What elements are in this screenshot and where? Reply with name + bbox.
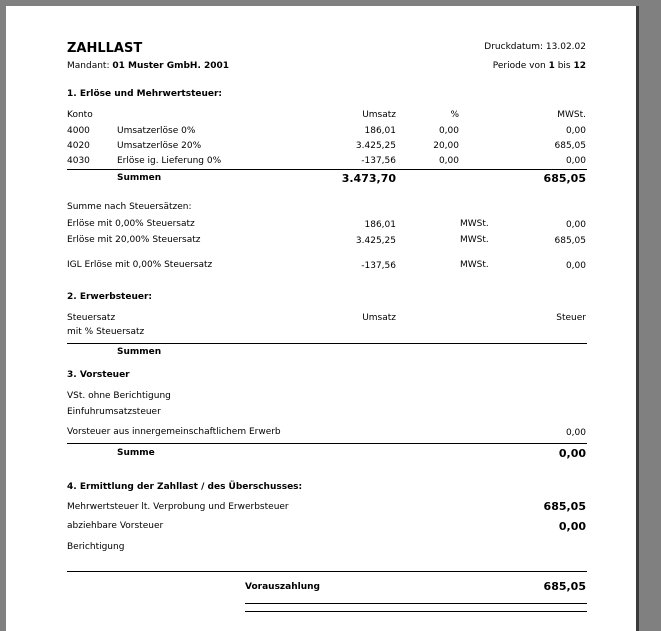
sum-value: 0,00 — [558, 447, 586, 460]
section4-title: 4. Ermittlung der Zahllast / des Überschusses: — [67, 482, 303, 492]
period-mid: bis — [554, 61, 574, 71]
col-pct: % — [450, 110, 459, 120]
rate-label: Erlöse mit 0,00% Steuersatz — [67, 219, 195, 229]
rate-mwst: 0,00 — [565, 220, 586, 230]
col-umsatz: Umsatz — [362, 313, 396, 323]
section1-title: 1. Erlöse und Mehrwertsteuer: — [67, 89, 223, 99]
divider — [67, 571, 587, 572]
row-konto: 4000 — [67, 126, 90, 136]
row-mwst: 0,00 — [565, 156, 586, 166]
row-umsatz: 3.425,25 — [355, 141, 396, 151]
period-from: 1 — [548, 61, 555, 71]
ig-vst-line: Vorsteuer aus innergemeinschaftlichem Erwerb — [67, 427, 281, 437]
report-page — [6, 6, 636, 631]
row-umsatz: 186,01 — [364, 126, 396, 136]
col-konto: Konto — [67, 110, 93, 120]
col-rate2: mit % Steuersatz — [67, 327, 145, 337]
sum-label: Summe — [117, 448, 155, 458]
rates-title: Summe nach Steuersätzen: — [67, 202, 192, 212]
rate-tag: MWSt. — [460, 219, 489, 229]
sum-label: Summen — [117, 173, 162, 183]
period-label: Periode von — [492, 61, 549, 71]
deductible-vst-value: 0,00 — [558, 520, 586, 533]
divider — [67, 443, 587, 444]
section2-title: 2. Erwerbsteuer: — [67, 292, 153, 302]
result-label: Vorauszahlung — [245, 582, 320, 592]
sum-umsatz: 3.473,70 — [341, 172, 396, 185]
client-label: Mandant: — [67, 61, 113, 71]
rate-umsatz: 186,01 — [364, 220, 396, 230]
col-rate: Steuersatz — [67, 313, 116, 323]
row-desc: Umsatzerlöse 20% — [117, 141, 202, 151]
mwst-value: 685,05 — [543, 500, 586, 513]
client-line — [67, 61, 229, 71]
deductible-vst-line: abziehbare Vorsteuer — [67, 521, 164, 531]
row-mwst: 0,00 — [565, 126, 586, 136]
row-pct: 0,00 — [438, 126, 459, 136]
rate-umsatz: 3.425,25 — [355, 236, 396, 246]
rate-tag: MWSt. — [460, 235, 489, 245]
report-title: ZAHLLAST — [67, 41, 143, 56]
rate-mwst: 685,05 — [554, 236, 586, 246]
rate-umsatz: -137,56 — [361, 261, 396, 271]
period-line — [493, 61, 586, 71]
row-mwst: 685,05 — [554, 141, 586, 151]
row-konto: 4030 — [67, 156, 90, 166]
row-umsatz: -137,56 — [361, 156, 396, 166]
rate-label: IGL Erlöse mit 0,00% Steuersatz — [67, 260, 213, 270]
period-to: 12 — [573, 61, 586, 71]
row-pct: 0,00 — [438, 156, 459, 166]
col-mwst: MWSt. — [557, 110, 586, 120]
row-desc: Umsatzerlöse 0% — [117, 126, 196, 136]
client-name: 01 Muster GmbH. 2001 — [112, 61, 230, 71]
double-underline-bottom — [245, 611, 587, 612]
col-umsatz: Umsatz — [362, 110, 396, 120]
sum-mwst: 685,05 — [543, 172, 586, 185]
row-pct: 20,00 — [433, 141, 459, 151]
result-value: 685,05 — [543, 580, 586, 593]
double-underline-top — [245, 603, 587, 604]
col-steuer: Steuer — [556, 313, 586, 323]
import-tax-line: Einfuhrumsatzsteuer — [67, 407, 161, 417]
rate-tag: MWSt. — [460, 260, 489, 270]
row-desc: Erlöse ig. Lieferung 0% — [117, 156, 222, 166]
row-konto: 4020 — [67, 141, 90, 151]
sum-label: Summen — [117, 347, 162, 357]
rate-mwst: 0,00 — [565, 261, 586, 271]
section3-title: 3. Vorsteuer — [67, 370, 130, 380]
correction-line: Berichtigung — [67, 542, 125, 552]
divider — [67, 343, 587, 344]
mwst-line: Mehrwertsteuer lt. Verprobung und Erwerbsteuer — [67, 502, 289, 512]
divider — [67, 169, 587, 170]
print-date: Druckdatum: 13.02.02 — [484, 42, 586, 52]
ig-vst-value: 0,00 — [565, 428, 586, 438]
rate-label: Erlöse mit 20,00% Steuersatz — [67, 235, 201, 245]
vst-line: VSt. ohne Berichtigung — [67, 391, 171, 401]
